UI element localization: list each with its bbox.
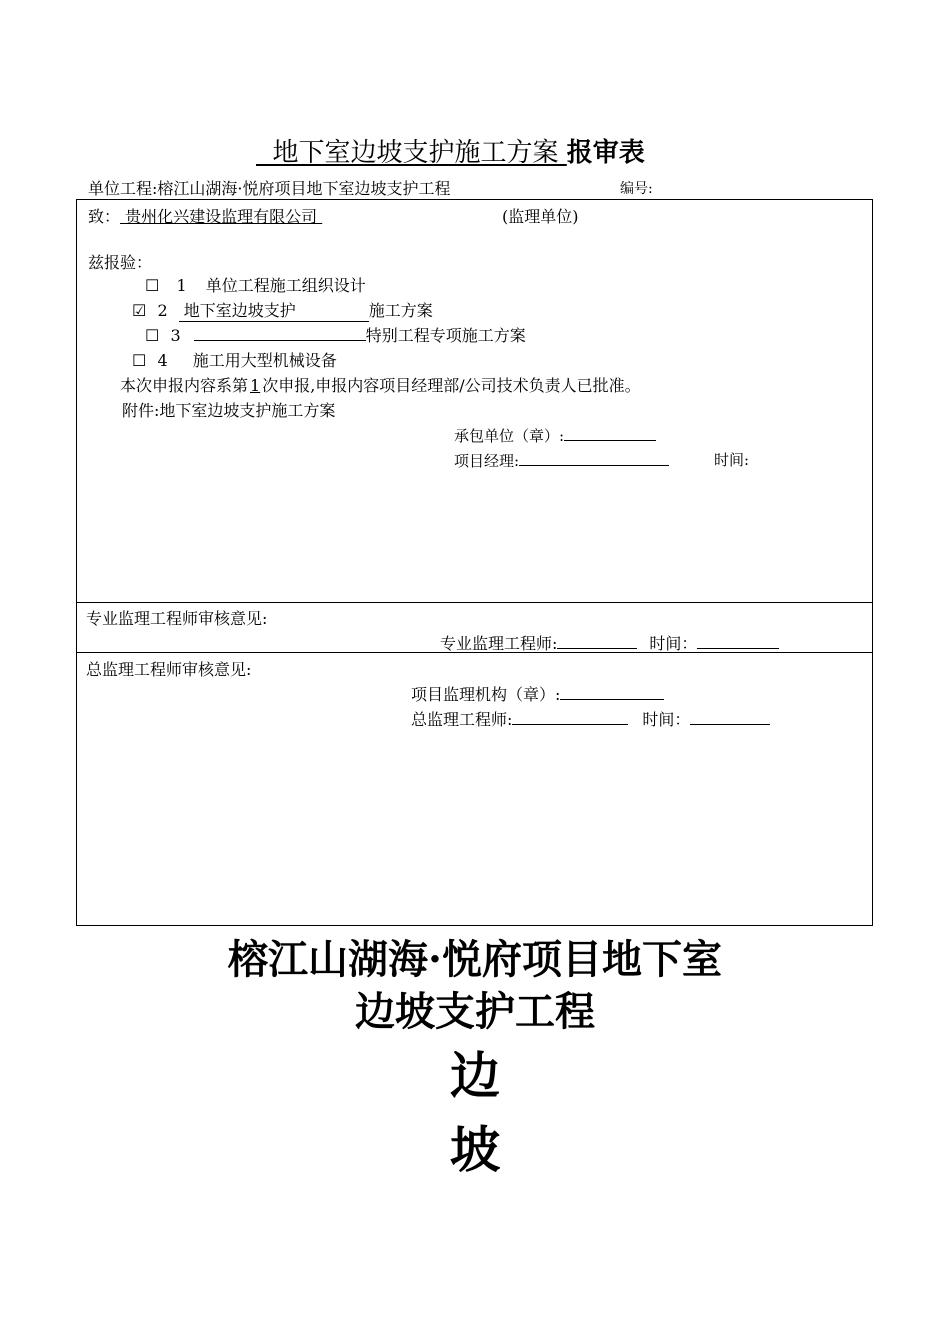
form-title-project: 地下室边坡支护施工方案 [256, 138, 567, 168]
item-text: 单位工程施工组织设计 [205, 276, 366, 295]
declaration-post: 次申报,申报内容项目经理部/公司技术负责人已批准。 [262, 376, 641, 395]
contractor-line [454, 424, 656, 446]
item-text: 施工用大型机械设备 [192, 351, 337, 370]
manager-signature-field[interactable] [519, 449, 669, 466]
checkbox-icon[interactable]: ☐ [145, 276, 160, 295]
engineer-line [440, 631, 779, 654]
declaration-pre: 本次申报内容系第 [120, 376, 249, 395]
item-number: 4 [157, 351, 168, 370]
engineer-opinion-label: 专业监理工程师审核意见: [86, 609, 268, 628]
item-number: 1 [176, 276, 187, 295]
chief-line [411, 707, 770, 730]
item-number: 2 [157, 301, 168, 320]
checkbox-icon[interactable]: ☐ [132, 351, 147, 370]
item-fill [194, 324, 366, 341]
section2-time-label: 时间： [649, 634, 698, 653]
cover-line-3: 边 [450, 1046, 500, 1105]
item-text: 施工方案 [368, 301, 433, 320]
form-title [256, 132, 645, 169]
contractor-signature-field[interactable] [564, 424, 656, 441]
chief-label: 总监理工程师: [411, 710, 513, 729]
org-line [411, 682, 664, 705]
chief-opinion-label: 总监理工程师审核意见: [86, 660, 252, 679]
section3-time-field[interactable] [690, 708, 770, 725]
declaration [120, 373, 641, 396]
checkbox-checked-icon[interactable]: ☑ [132, 301, 147, 320]
cover-line-2: 边坡支护工程 [355, 988, 595, 1035]
report-label: 兹报验： [88, 253, 153, 272]
cover-line-4: 坡 [450, 1120, 500, 1179]
to-line [88, 204, 322, 227]
section1-time-label: 时间: [714, 451, 750, 469]
section2-time-field[interactable] [697, 632, 779, 649]
item-1 [145, 273, 366, 296]
item-2 [132, 298, 433, 322]
divider-1 [76, 602, 873, 603]
to-label: 致： [88, 207, 121, 226]
item-3 [145, 323, 526, 346]
org-seal-field[interactable] [560, 683, 664, 700]
number-label: 编号: [620, 181, 653, 197]
form-title-type: 报审表 [566, 138, 645, 168]
declaration-count: 1 [250, 376, 261, 395]
supervisor-company: 贵州化兴建设监理有限公司 [120, 207, 323, 226]
chief-signature-field[interactable] [512, 708, 628, 725]
item-fill: 地下室边坡支护 [179, 298, 369, 322]
org-label: 项目监理机构（章）: [411, 685, 561, 704]
item-text: 特别工程专项施工方案 [365, 326, 526, 345]
checkbox-icon[interactable]: ☐ [145, 326, 160, 345]
contractor-label: 承包单位（章）: [454, 427, 565, 445]
item-4 [132, 348, 337, 371]
engineer-label: 专业监理工程师: [440, 634, 558, 653]
unit-project: 单位工程:榕江山湖海·悦府项目地下室边坡支护工程 [88, 179, 451, 198]
section3-time-label: 时间： [642, 710, 691, 729]
cover-line-1: 榕江山湖海·悦府项目地下室 [228, 936, 722, 983]
manager-line [454, 449, 669, 471]
item-number: 3 [170, 326, 181, 345]
manager-label: 项目经理: [454, 452, 520, 470]
supervisor-unit-label: (监理单位) [502, 207, 579, 226]
engineer-signature-field[interactable] [557, 632, 637, 649]
attachment: 附件:地下室边坡支护施工方案 [122, 401, 336, 420]
